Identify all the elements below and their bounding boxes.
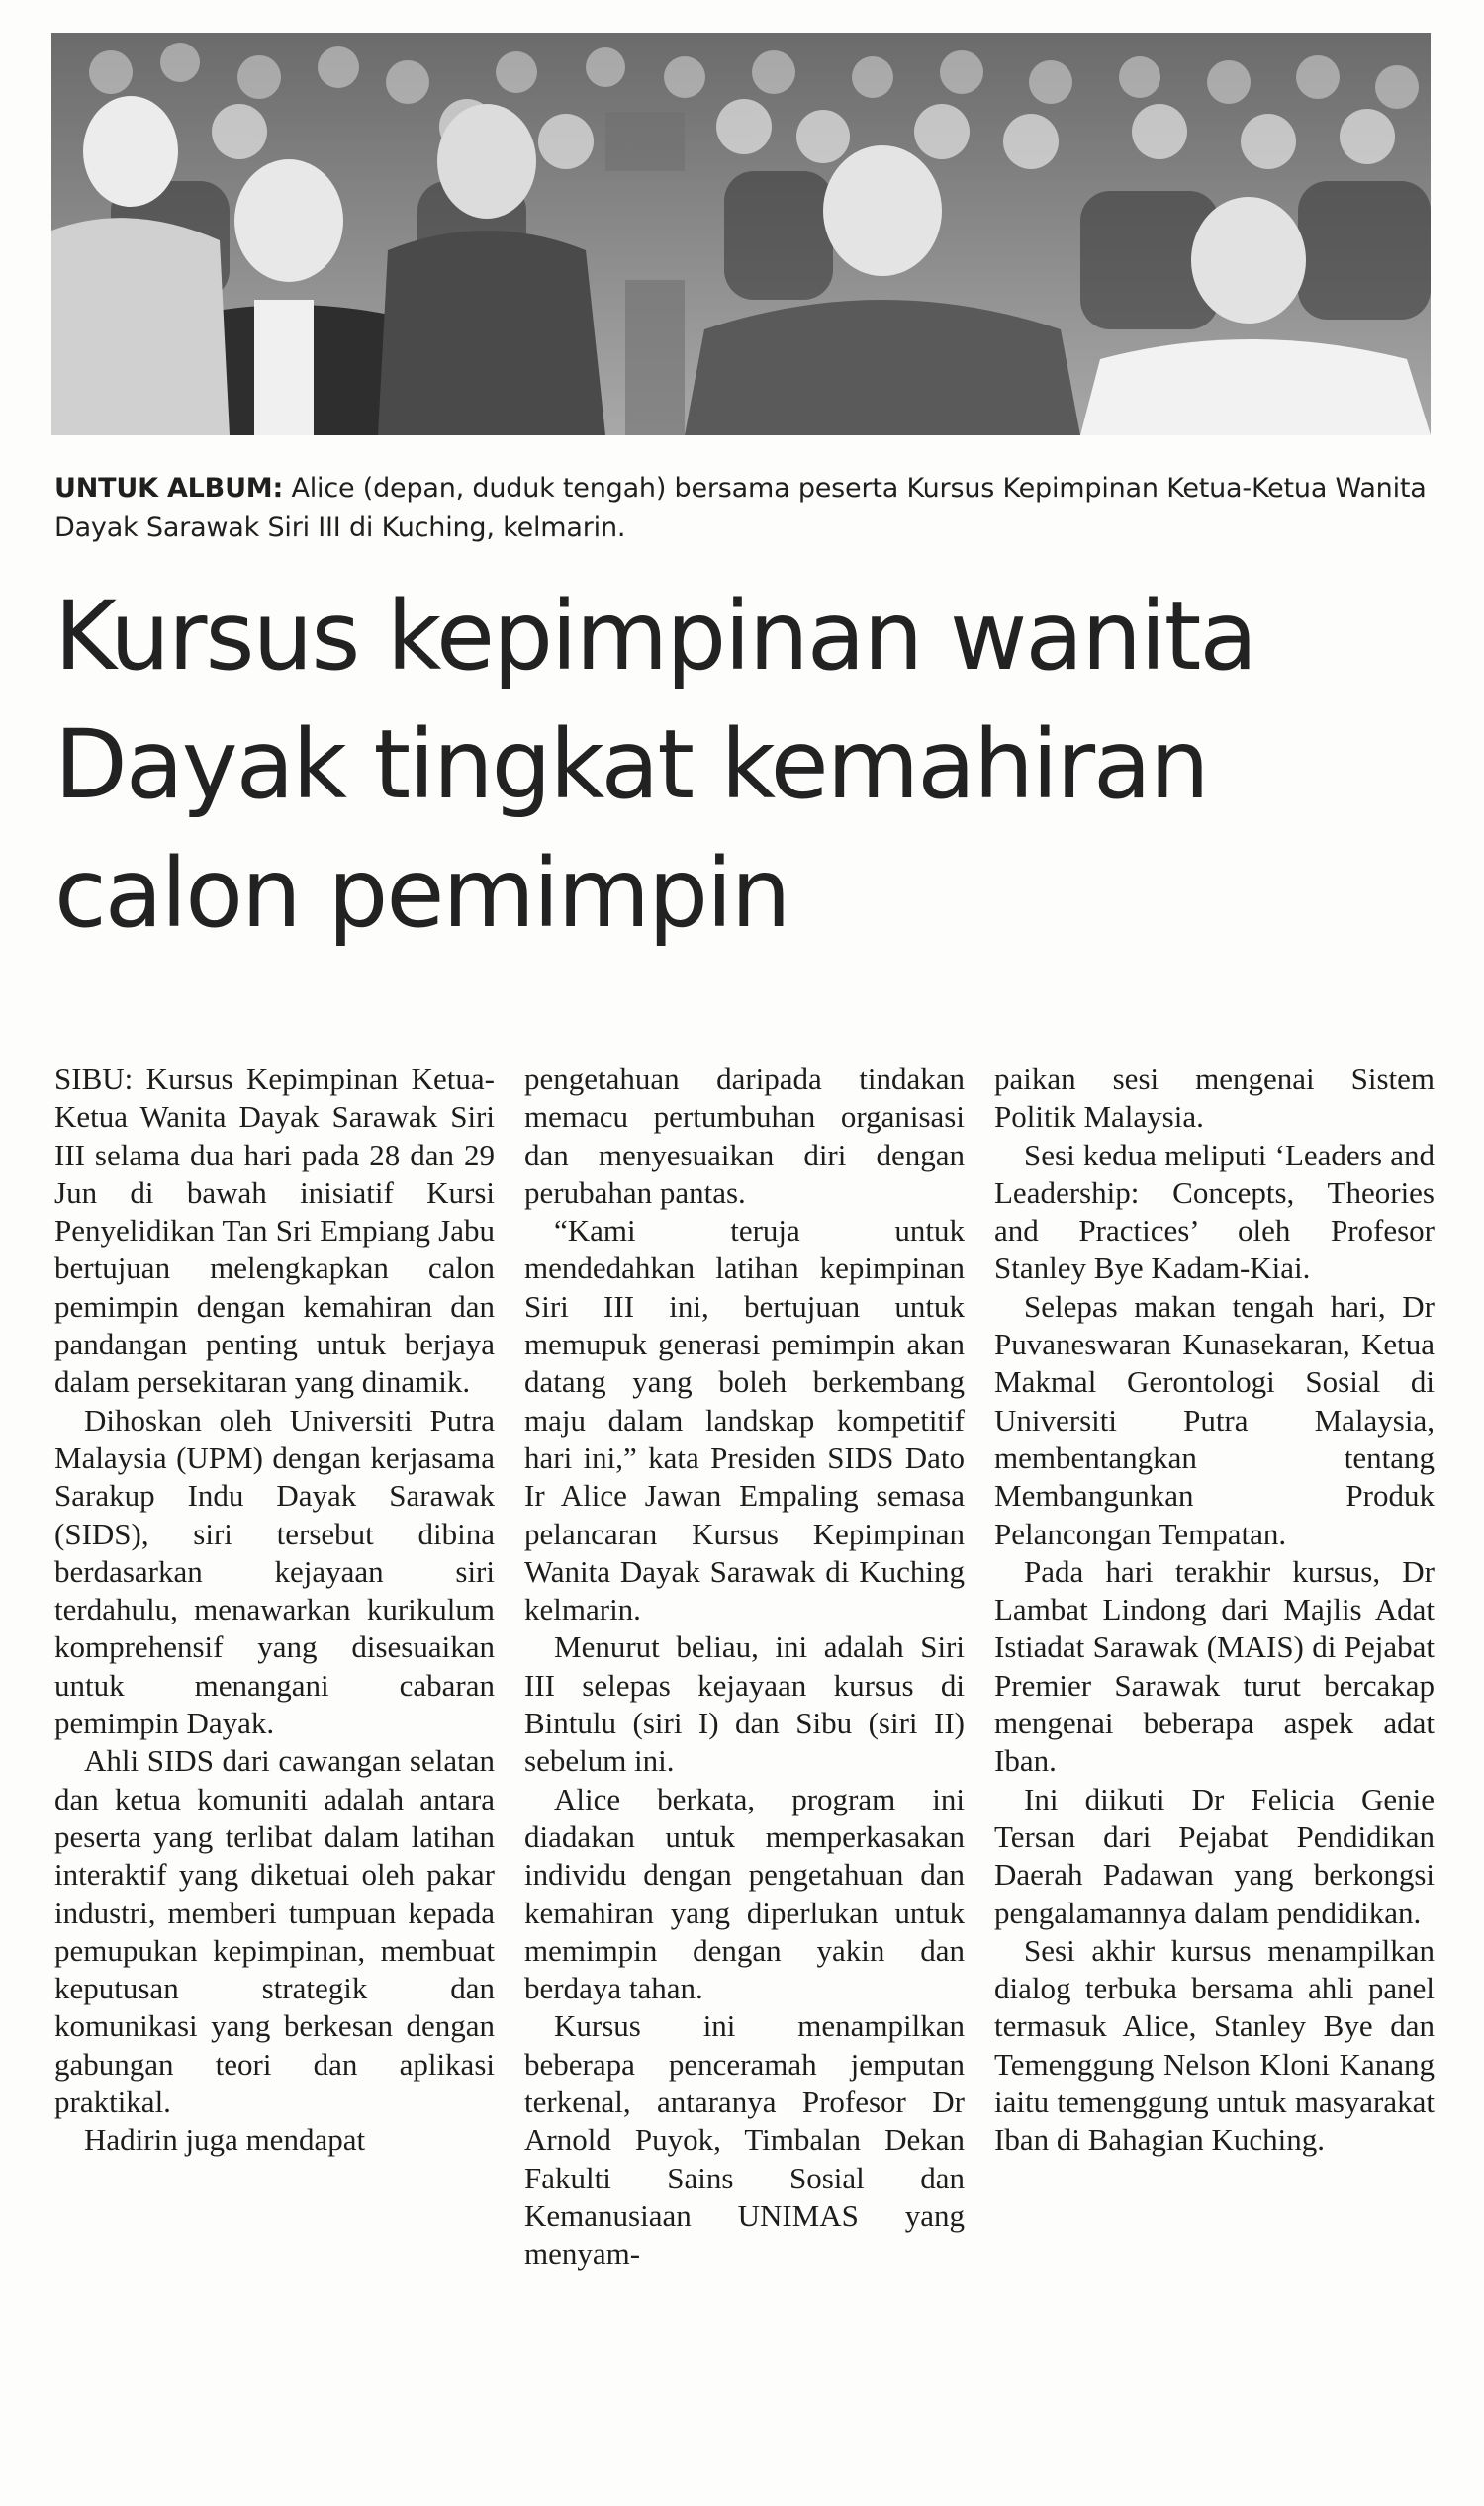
paragraph: Dihoskan oleh Universiti Putra Malaysia (UPM) dengan kerjasama Sarakup Indu Dayak Sarawak (SIDS), siri tersebut dibina berdasarkan kejayaan siri terdahulu, menawarkan kurikulum komprehensif yang disesuaikan untuk menangani cabaran pemimpin Dayak. <box>54 1402 495 1741</box>
caption-text: Alice (depan, duduk tengah) bersama peserta Kursus Kepimpinan Ketua-Ketua Wanita Dayak Sarawak Siri III di Kuching, kelmarin. <box>54 473 1427 543</box>
headline-line-2: Dayak tingkat kemahiran <box>54 709 1208 820</box>
article-column-1 <box>54 1061 495 2160</box>
headline-line-1: Kursus kepimpinan wanita <box>54 581 1256 692</box>
paragraph: Alice berkata, program ini diadakan untuk memperkasakan individu dengan pengetahuan dan kemahiran yang diperlukan untuk memimpin dengan yakin dan berdaya tahan. <box>524 1781 965 2006</box>
paragraph: Pada hari terakhir kursus, Dr Lambat Lindong dari Majlis Adat Istiadat Sarawak (MAIS) di Pejabat Premier Sarawak turut bercakap mengenai beberapa aspek adat Iban. <box>994 1553 1435 1779</box>
paragraph: Ahli SIDS dari cawangan selatan dan ketua komuniti adalah antara peserta yang terlibat dalam latihan interaktif yang diketuai oleh pakar industri, memberi tumpuan kepada pemupukan kepimpinan, membuat keputusan strategik dan komunikasi yang berkesan dengan gabungan teori dan aplikasi praktikal. <box>54 1743 495 2120</box>
paragraph: Sesi kedua meliputi ‘Leaders and Leadership: Concepts, Theories and Practices’ oleh Profesor Stanley Bye Kadam-Kiai. <box>994 1137 1435 1286</box>
caption-lead: UNTUK ALBUM: <box>54 473 284 504</box>
paragraph: Ini diikuti Dr Felicia Genie Tersan dari Pejabat Pendidikan Daerah Padawan yang berkongsi pengalamannya dalam pendidikan. <box>994 1781 1435 1930</box>
group-photo-image <box>51 33 1431 435</box>
paragraph: Sesi akhir kursus menampilkan dialog terbuka bersama ahli panel termasuk Alice, Stanley Bye dan Temenggung Nelson Kloni Kanang iaitu temenggung untuk masyarakat Iban di Bahagian Kuching. <box>994 1932 1435 2158</box>
paragraph: “Kami teruja untuk mendedahkan latihan kepimpinan Siri III ini, bertujuan untuk memupuk generasi pemimpin akan datang yang boleh berkembang maju dalam landskap kompetitif hari ini,” kata Presiden SIDS Dato Ir Alice Jawan Empaling semasa pelancaran Kursus Kepimpinan Wanita Dayak Sarawak di Kuching kelmarin. <box>524 1213 965 1627</box>
paragraph: pengetahuan daripada tindakan memacu pertumbuhan organisasi dan menyesuaikan diri dengan perubahan pantas. <box>524 1062 965 1210</box>
paragraph: Selepas makan tengah hari, Dr Puvaneswaran Kunasekaran, Ketua Makmal Gerontologi Sosial di Universiti Putra Malaysia, membentangkan tentang Membangunkan Produk Pelancongan Tempatan. <box>994 1288 1435 1551</box>
headline <box>54 572 1439 958</box>
paragraph: Hadirin juga mendapat <box>84 2122 366 2158</box>
headline-line-3: calon pemimpin <box>54 838 789 949</box>
paragraph: SIBU: Kursus Kepimpinan Ketua-Ketua Wanita Dayak Sarawak Siri III selama dua hari pada 28 dan 29 Jun di bawah inisiatif Kursi Penyelidikan Tan Sri Empiang Jabu bertujuan melengkapkan calon pemimpin dengan kemahiran dan pandangan penting untuk berjaya dalam persekitaran yang dinamik. <box>54 1062 495 1400</box>
paragraph: paikan sesi mengenai Sistem Politik Malaysia. <box>994 1062 1435 1135</box>
article-column-3 <box>994 1061 1435 2160</box>
photo-caption <box>54 469 1435 548</box>
paragraph: Kursus ini menampilkan beberapa penceramah jemputan terkenal, antaranya Profesor Dr Arnold Puyok, Timbalan Dekan Fakulti Sains Sosial dan Kemanusiaan UNIMAS yang menyam- <box>524 2008 965 2272</box>
paragraph: Menurut beliau, ini adalah Siri III selepas kejayaan kursus di Bintulu (siri I) dan Sibu (siri II) sebelum ini. <box>524 1629 965 1779</box>
article-column-2 <box>524 1061 965 2274</box>
group-photo <box>51 33 1431 435</box>
